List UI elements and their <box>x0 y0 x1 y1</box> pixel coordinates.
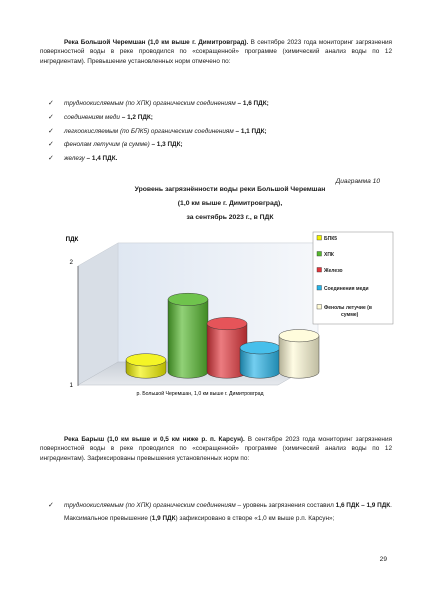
legend-label: Соединения меди <box>324 286 369 292</box>
checkmark-icon: ✓ <box>48 100 54 107</box>
section2-body: В сентябре 2023 года мониторинг загрязнения поверхностной воды в реке проводился по «сокращенной» программе (химический анализ воды по 12 ингредиентам). Зафиксированы превышения установленных норм по: <box>40 436 392 462</box>
bar-2 <box>168 293 208 378</box>
list-item: ✓ трудноокисляемым (по ХПК) органическим соединениям – 1,6 ПДК; <box>40 97 380 111</box>
list-item: ✓ железу – 1,4 ПДК. <box>40 152 380 166</box>
legend-label: ХПК <box>324 252 334 258</box>
legend-swatch <box>317 236 322 241</box>
chart-title-line2: (1,0 км выше г. Димитровград), <box>177 200 283 207</box>
legend-swatch <box>317 286 322 291</box>
list-item: ✓ трудноокисляемым (по ХПК) органическим соединениям – уровень загрязнения составил 1,6 ПДК – 1,9 ПДК. Максимальное превышение (1,9 ПДК) зафиксировано в створе «1,0 км выше р.п. Карсун»; <box>40 499 392 525</box>
section1-body: В сентябре 2023 года мониторинг загрязнения поверхностной воды в реке проводился по «сокращенной» программе (химический анализ воды по 12 ингредиентам). Превышение установленных норм отмечено по: <box>40 39 393 65</box>
chart-legend <box>313 232 393 324</box>
y-axis-label: ПДК <box>65 236 79 243</box>
legend-label: сумме) <box>341 312 359 318</box>
y-tick-label: 1 <box>69 382 73 389</box>
bar-4 <box>240 342 280 379</box>
legend-label: Фенолы летучие (в <box>324 305 372 311</box>
legend-swatch <box>317 305 322 310</box>
page-number: 29 <box>379 556 387 563</box>
bar-1 <box>126 354 166 379</box>
section2-paragraph <box>40 435 392 463</box>
checkmark-icon: ✓ <box>48 113 54 121</box>
checkmark-icon: ✓ <box>48 127 54 135</box>
checkmark-icon: ✓ <box>48 502 54 509</box>
list-item: ✓ соединениям меди – 1,2 ПДК; <box>40 111 380 125</box>
list-item: ✓ легкоокисляемым (по БПК5) органическим соединениям – 1,1 ПДК; <box>40 125 380 139</box>
x-axis-category-label: р. Большой Черемшан, 1,0 км выше г. Димитровград <box>136 391 264 397</box>
chart-title-line3: за сентябрь 2023 г., в ПДК <box>186 214 274 221</box>
diagram-label: Диаграмма 10 <box>335 178 380 185</box>
legend-swatch <box>317 252 322 257</box>
legend-label: БПК5 <box>324 236 338 242</box>
checkmark-icon: ✓ <box>48 155 54 163</box>
section2-heading: Река Барыш (1,0 км выше и 0,5 км ниже р. п. Карсун). <box>64 436 245 443</box>
section1-heading: Река Большой Черемшан (1,0 км выше г. Димитровград). <box>64 39 249 46</box>
legend-swatch <box>317 268 322 273</box>
legend-label: Железо <box>324 268 343 274</box>
checkmark-icon: ✓ <box>48 141 54 149</box>
bar-5 <box>279 330 319 379</box>
chart-title-line1: Уровень загрязнённости воды реки Большой Черемшан <box>134 186 326 193</box>
legend-item <box>317 286 369 293</box>
y-tick-label: 2 <box>69 259 73 266</box>
list-item: ✓ фенолам летучим (в сумме) – 1,3 ПДК; <box>40 138 380 152</box>
